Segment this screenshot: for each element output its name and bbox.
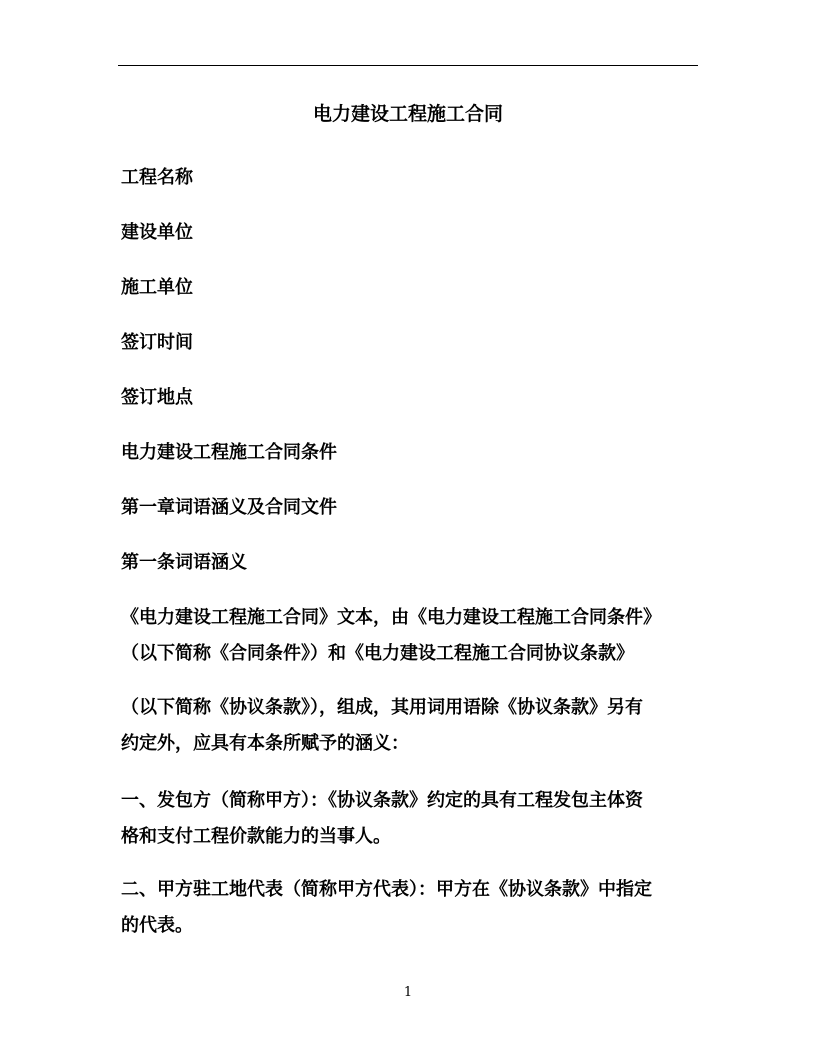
paragraph-3-line-2: 格和支付工程价款能力的当事人。	[121, 826, 391, 847]
chapter-heading: 第一章词语涵义及合同文件	[121, 497, 337, 518]
paragraph-2-line-1: （以下简称《协议条款》），组成，其用词用语除《协议条款》另有	[121, 697, 643, 718]
paragraph-4-line-2: 的代表。	[121, 915, 193, 936]
field-contractor-unit: 施工单位	[121, 277, 193, 298]
section-heading: 电力建设工程施工合同条件	[121, 442, 337, 463]
field-signing-time: 签订时间	[121, 332, 193, 353]
document-title: 电力建设工程施工合同	[312, 103, 503, 125]
paragraph-2-line-2: 约定外，应具有本条所赋予的涵义：	[121, 733, 409, 754]
field-signing-place: 签订地点	[121, 387, 193, 408]
field-construction-unit: 建设单位	[121, 222, 193, 243]
page-number: 1	[403, 985, 413, 1000]
field-project-name: 工程名称	[121, 167, 193, 188]
paragraph-1-line-2: （以下简称《合同条件》）和《电力建设工程施工合同协议条款》	[121, 643, 634, 664]
paragraph-1-line-1: 《电力建设工程施工合同》文本，由《电力建设工程施工合同条件》	[121, 607, 661, 628]
paragraph-4-line-1: 二、甲方驻工地代表（简称甲方代表）：甲方在《协议条款》中指定	[121, 879, 652, 900]
header-rule	[118, 65, 698, 66]
article-heading: 第一条词语涵义	[121, 552, 247, 573]
paragraph-3-line-1: 一、发包方（简称甲方）：《协议条款》约定的具有工程发包主体资	[121, 790, 643, 811]
